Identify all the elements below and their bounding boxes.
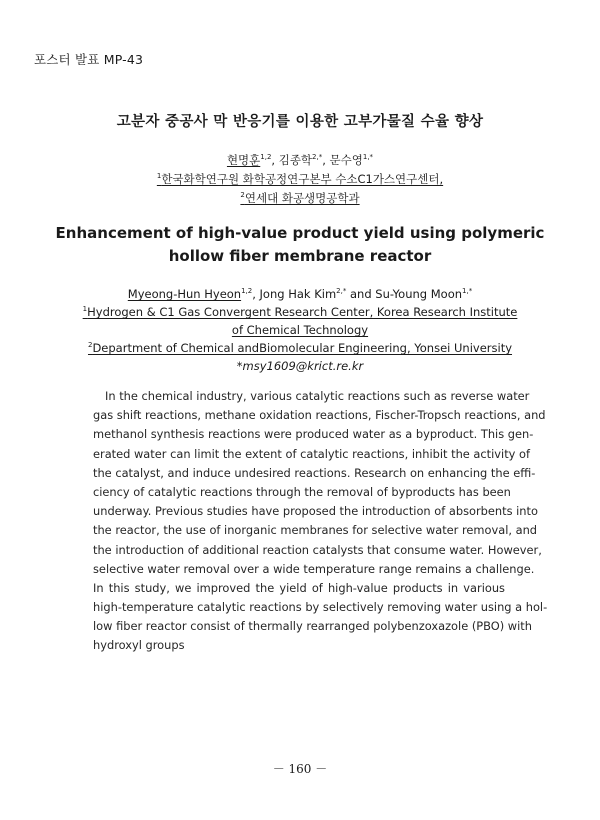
abstract-line: hydroxyl groups (93, 638, 185, 653)
korean-title: 고분자 중공사 막 반응기를 이용한 고부가물질 수율 향상 (116, 114, 484, 130)
abstract-line: In this study, we improved the yield of high-value products in various (93, 580, 505, 595)
english-affiliation-1-line-1: Hydrogen & C1 Gas Convergent Research Center, Korea Research Institute (87, 305, 518, 319)
korean-authors (0, 152, 600, 168)
english-author-2-sup: 2,* (336, 287, 347, 296)
korean-author-sep: , (271, 153, 279, 167)
korean-author-1: 현명훈 (226, 153, 261, 167)
english-affiliation-1-line-2: of Chemical Technology (231, 323, 369, 337)
abstract-line: methanol synthesis reactions were produced water as a byproduct. This gen- (93, 427, 534, 442)
korean-affiliation-2-text: 연세대 화공생명공학과 (244, 191, 360, 205)
abstract-body (93, 387, 548, 656)
korean-author-3-sup: 1,* (362, 153, 374, 162)
korean-affiliation-2-sup: 2 (240, 191, 245, 200)
korean-author-1-sup: 1,2 (260, 153, 272, 162)
english-authors (0, 287, 600, 301)
korean-affiliation-2 (0, 190, 600, 206)
abstract-line: the catalyst, and induce undesired reactions. Research on enhancing the effi- (93, 465, 536, 480)
korean-affiliation-1-text: 한국화학연구원 화학공정연구본부 수소C1가스연구센터, (161, 172, 444, 186)
korean-affiliation-1 (0, 171, 600, 187)
english-author-3: and Su-Young Moon (346, 287, 463, 301)
korean-author-sep: , (322, 153, 330, 167)
abstract-line: the reactor, the use of inorganic membranes for selective water removal, and (93, 523, 538, 538)
english-affiliation-1-sup: 1 (82, 305, 88, 314)
english-title (0, 222, 600, 268)
english-author-2: , Jong Hak Kim (252, 287, 337, 301)
korean-author-2-sup: 2,* (312, 153, 323, 162)
korean-author-2: 김종학 (278, 153, 313, 167)
english-affiliation-2-sup: 2 (87, 341, 93, 350)
abstract-line: low fiber reactor consist of thermally rearranged polybenzoxazole (PBO) with (93, 619, 532, 634)
korean-author-3: 문수영 (329, 153, 363, 167)
english-title-line-1: Enhancement of high-value product yield using polymeric (55, 224, 545, 242)
abstract-line: underway. Previous studies have proposed the introduction of absorbents into (93, 504, 538, 519)
session-label: 포스터 발표 MP-43 (34, 52, 144, 67)
korean-affiliation-1-sup: 1 (156, 172, 162, 181)
abstract-line: ciency of catalytic reactions through the removal of byproducts has been (93, 484, 511, 499)
abstract-line: In the chemical industry, various catalytic reactions such as reverse water (105, 389, 530, 403)
abstract-line: selective water removal over a wide temperature range remains a challenge. (93, 561, 535, 576)
english-affiliation-1 (0, 305, 600, 319)
abstract-line: erated water can limit the extent of catalytic reactions, inhibit the activity of (93, 446, 531, 461)
corresponding-email: *msy1609@krict.re.kr (236, 359, 364, 373)
abstract-line: high-temperature catalytic reactions by selectively removing water using a hol- (93, 600, 548, 615)
abstract-line: gas shift reactions, methane oxidation reactions, Fischer-Tropsch reactions, and (93, 408, 546, 423)
english-affiliation-2 (0, 341, 600, 355)
english-affiliation-2-text: Department of Chemical andBiomolecular Engineering, Yonsei University (92, 341, 513, 355)
english-author-1: Myeong-Hun Hyeon (127, 287, 242, 301)
english-affiliation-1-continued (0, 323, 600, 337)
page-number: － 160 － (272, 762, 328, 776)
english-title-line-2: hollow fiber membrane reactor (168, 247, 432, 265)
abstract-line: the introduction of additional reaction catalysts that consume water. However, (93, 542, 542, 557)
english-author-3-sup: 1,* (462, 287, 473, 296)
english-author-1-sup: 1,2 (241, 287, 253, 296)
